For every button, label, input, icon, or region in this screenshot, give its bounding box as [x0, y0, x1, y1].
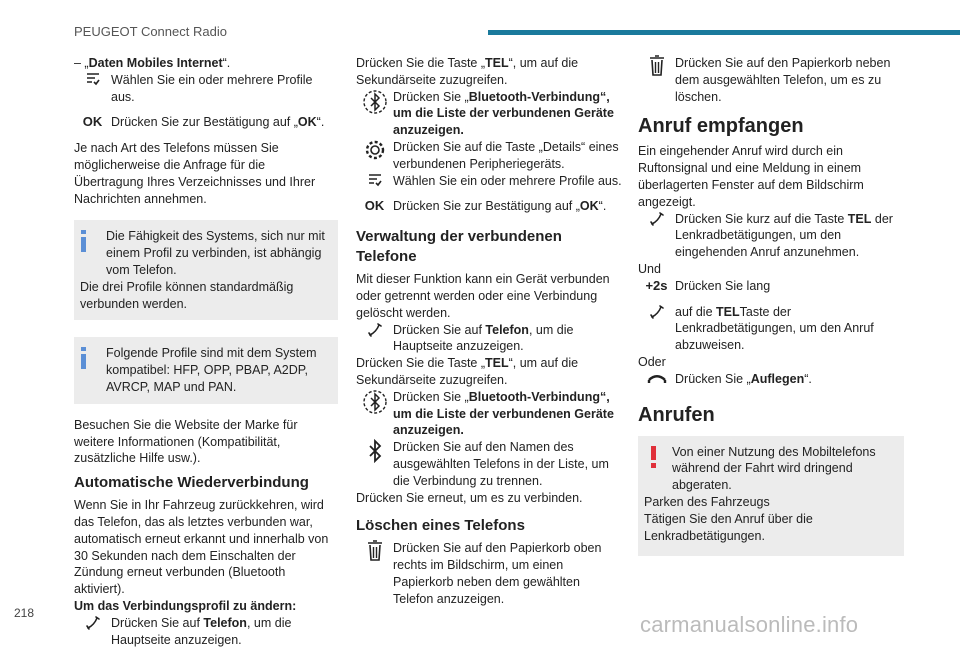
- step-disconnect: Drücken Sie auf den Namen des ausgewählten Telefons in der Liste, um die Verbindung zu trennen.: [356, 439, 622, 489]
- step-long-press: +2s Drücken Sie lang: [645, 277, 771, 293]
- paragraph-website: Besuchen Sie die Website der Marke für weitere Informationen (Kompatibilität, zusätzliche Hilfe usw.).: [74, 417, 298, 466]
- header-accent-bar: [488, 30, 960, 35]
- bold-line-change-profile: Um das Verbindungsprofil zu ändern:: [74, 598, 297, 613]
- step-trash: Drücken Sie auf den Papierkorb oben rechts im Bildschirm, um einen Papierkorb neben dem gewählten Telefon anzuzeigen.: [356, 540, 622, 607]
- info-icon: [80, 347, 88, 374]
- step-select-profiles: Wählen Sie ein oder mehrere Profile aus.: [74, 72, 338, 106]
- step-confirm-ok: OK Drücken Sie zur Bestätigung auf „OK“.: [364, 198, 607, 214]
- step-select-profiles: Wählen Sie ein oder mehrere Profile aus.: [356, 173, 622, 190]
- phone-handset-icon: [638, 304, 675, 320]
- step-trash-delete: Drücken Sie auf den Papierkorb neben dem ausgewählten Telefon, um es zu löschen.: [638, 55, 904, 105]
- bluetooth-circle-icon: [356, 389, 393, 415]
- paragraph-tel-key: Drücken Sie die Taste „TEL“, um auf die Sekundärseite zuzugreifen.: [356, 56, 579, 87]
- heading-auto-reconnect: Automatische Wiederverbindung: [74, 474, 309, 492]
- warning-icon: [650, 446, 658, 473]
- paragraph-reconnect: Wenn Sie in Ihr Fahrzeug zurückkehren, wird das Telefon, das als letztes verbunden war, automatisch erneut erkannt und innerhalb von 30 Sekunden nach dem Einschalten der Zündung erneut verbunden (Bluetooth aktiviert).: [74, 498, 329, 597]
- hang-up-icon: [638, 371, 675, 385]
- step-bluetooth-connection-2: Drücken Sie „Bluetooth-Verbindung“, um die Liste der verbundenen Geräte anzuzeigen.: [356, 389, 622, 439]
- list-item-mobile-data: – „Daten Mobiles Internet“.: [74, 56, 231, 70]
- column-2: [356, 55, 622, 608]
- page-number: 218: [14, 606, 35, 620]
- long-press-icon: +2s: [645, 277, 668, 293]
- trash-icon: [356, 540, 393, 562]
- step-reject: auf die TELTaste der Lenkradbetätigungen, um den Anruf abzuweisen.: [638, 304, 904, 354]
- warning-note: Von einer Nutzung des Mobiltelefons während der Fahrt wird dringend abgeraten. Parken des Fahrzeugs Tätigen Sie den Anruf über die Lenkradbetätigungen.: [638, 436, 904, 557]
- header-title: PEUGEOT Connect Radio: [74, 24, 227, 39]
- column-1: [74, 55, 338, 648]
- paragraph-transfer: Je nach Art des Telefons müssen Sie möglicherweise die Anfrage für die Übertragung Ihres Verzeichnisses und Ihrer Nachrichten annehmen.: [74, 141, 316, 206]
- paragraph-tel-key-2: Drücken Sie die Taste „TEL“, um auf die Sekundärseite zuzugreifen.: [356, 356, 579, 387]
- checklist-icon: [356, 173, 393, 187]
- phone-handset-icon: [638, 211, 675, 227]
- paragraph-manage: Mit dieser Funktion kann ein Gerät verbunden oder getrennt werden oder eine Verbindung gelöscht werden.: [356, 272, 610, 320]
- heading-delete-phone: Löschen eines Telefons: [356, 517, 525, 535]
- heading-incoming-call: Anruf empfangen: [638, 115, 804, 138]
- info-note-profiles: Die Fähigkeit des Systems, sich nur mit einem Profil zu verbinden, ist abhängig vom Telefon. Die drei Profile können standardmäßig verbunden werden.: [74, 220, 338, 320]
- trash-icon: [638, 55, 675, 77]
- column-3: [638, 55, 904, 560]
- text-oder: Oder: [638, 354, 666, 369]
- text-und: Und: [638, 261, 661, 276]
- step-hang-up: Drücken Sie „Auflegen“.: [638, 371, 904, 388]
- info-icon: [80, 230, 88, 257]
- heading-manage-phones: Verwaltung der verbundenen Telefone: [356, 228, 562, 266]
- bluetooth-circle-icon: [356, 89, 393, 115]
- phone-handset-icon: [74, 615, 111, 631]
- phone-handset-icon: [356, 322, 393, 338]
- info-note-compatible: Folgende Profile sind mit dem System kompatibel: HFP, OPP, PBAP, A2DP, AVRCP, MAP und PAN.: [74, 337, 338, 403]
- step-bluetooth-connection: Drücken Sie „Bluetooth-Verbindung“, um die Liste der verbundenen Geräte anzuzeigen.: [356, 89, 622, 139]
- heading-calling: Anrufen: [638, 403, 715, 426]
- step-press-telefon: Drücken Sie auf Telefon, um die Hauptseite anzuzeigen.: [356, 322, 622, 356]
- paragraph-reconnect-again: Drücken Sie erneut, um es zu verbinden.: [356, 490, 583, 505]
- ok-icon: OK: [364, 198, 385, 214]
- footer-watermark: carmanualsonline.info: [640, 612, 859, 637]
- step-details: Drücken Sie auf die Taste „Details“ eines verbundenen Peripheriegeräts.: [356, 139, 622, 173]
- gear-icon: [356, 139, 393, 161]
- paragraph-incoming: Ein eingehender Anruf wird durch ein Ruftonsignal und eine Meldung in einem überlagerten Fenster auf dem Bildschirm angezeigt.: [638, 144, 864, 209]
- bluetooth-icon: [356, 439, 393, 463]
- ok-icon: OK: [82, 114, 103, 130]
- checklist-icon: [74, 72, 111, 86]
- step-confirm-ok: OK Drücken Sie zur Bestätigung auf „OK“.: [82, 114, 325, 130]
- step-press-telefon: Drücken Sie auf Telefon, um die Hauptseite anzuzeigen.: [74, 615, 338, 648]
- step-short-press: Drücken Sie kurz auf die Taste TEL der Lenkradbetätigungen, um den eingehenden Anruf anzunehmen.: [638, 211, 904, 261]
